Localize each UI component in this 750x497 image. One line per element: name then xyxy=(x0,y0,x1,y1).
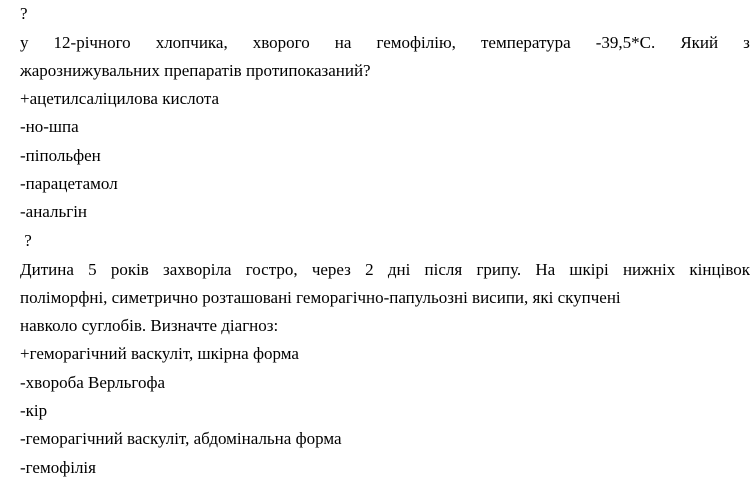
question-stem-line: жарознижувальних препаратів протипоказаний? xyxy=(20,61,371,80)
stem-word: 2 xyxy=(365,260,374,279)
answer-option: -парацетамол xyxy=(20,174,118,193)
answer-option-correct: +ацетилсаліцилова кислота xyxy=(20,89,220,108)
stem-word: -39,5*С. xyxy=(595,33,656,52)
stem-word: після xyxy=(424,260,463,279)
question-stem-line: поліморфні, симетрично розташовані геморагічно-папульозні висипи, які скупчені xyxy=(20,288,621,307)
question-marker: ? xyxy=(20,231,32,250)
stem-word: у xyxy=(20,33,29,52)
stem-word: гостро, xyxy=(245,260,298,279)
answer-option: -геморагічний васкуліт, абдомінальна форма xyxy=(20,429,342,448)
answer-option: -но-шпа xyxy=(20,117,79,136)
stem-word: років xyxy=(110,260,149,279)
answer-option-correct: +геморагічний васкуліт, шкірна форма xyxy=(20,344,299,363)
stem-word: 12-річного xyxy=(53,33,131,52)
stem-word: Який xyxy=(680,33,719,52)
answer-option: -кір xyxy=(20,401,48,420)
answer-option: -анальгін xyxy=(20,202,88,221)
stem-word: На xyxy=(535,260,556,279)
question-stem-line xyxy=(20,260,750,280)
stem-word: з xyxy=(743,33,750,52)
question-stem-line: навколо суглобів. Визначте діагноз: xyxy=(20,316,279,335)
answer-option: -піпольфен xyxy=(20,146,101,165)
stem-word: шкірі xyxy=(569,260,609,279)
stem-word: захворіла xyxy=(163,260,232,279)
stem-word: Дитина xyxy=(20,260,74,279)
stem-word: через xyxy=(311,260,351,279)
stem-word: 5 xyxy=(88,260,97,279)
question-marker: ? xyxy=(20,4,28,23)
stem-word: температура xyxy=(480,33,571,52)
stem-word: грипу. xyxy=(476,260,522,279)
stem-word: кінцівок xyxy=(689,260,750,279)
stem-word: нижніх xyxy=(622,260,676,279)
answer-option: -хвороба Верльгофа xyxy=(20,373,166,392)
answer-option: -гемофілія xyxy=(20,458,96,477)
stem-word: гемофілію, xyxy=(376,33,456,52)
stem-word: дні xyxy=(387,260,411,279)
stem-word: хлопчика, xyxy=(155,33,228,52)
stem-word: на xyxy=(334,33,352,52)
stem-word: хворого xyxy=(252,33,310,52)
question-stem-line xyxy=(20,33,750,53)
